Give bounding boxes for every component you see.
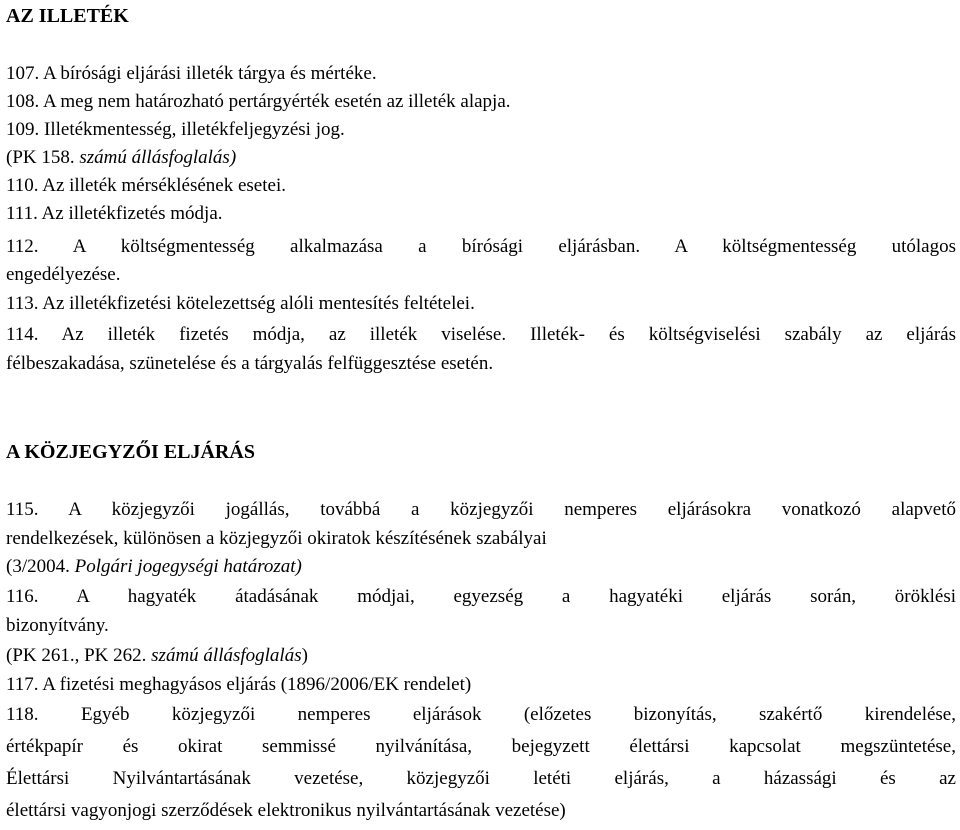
reference-3-2004-italic: Polgári jogegységi határozat): [74, 556, 302, 577]
item-117: 117. A fizetési meghagyásos eljárás (1896/2006/EK rendelet): [6, 674, 472, 695]
reference-pk261-italic: számú állásfoglalás: [151, 645, 302, 666]
item-118-line-1: 118. Egyéb közjegyzői nemperes eljárások (előzetes bizonyítás, szakértő kirendelése,: [6, 704, 956, 725]
item-110: 110. Az illeték mérséklésének esetei.: [6, 175, 286, 196]
item-116-line-2: bizonyítvány.: [6, 615, 109, 636]
reference-pk261-prefix: (PK 261., PK 262.: [6, 645, 152, 666]
item-118-line-4: élettársi vagyonjogi szerződések elektronikus nyilvántartásának vezetése): [6, 800, 566, 821]
item-116-line-1: 116. A hagyaték átadásának módjai, egyezség a hagyatéki eljárás során, öröklési: [6, 586, 956, 607]
item-111: 111. Az illetékfizetés módja.: [6, 203, 223, 224]
item-115-line-1: 115. A közjegyzői jogállás, továbbá a közjegyzői nemperes eljárásokra vonatkozó alapvető: [6, 499, 956, 520]
section-heading-kozjegyzoi: A KÖZJEGYZŐI ELJÁRÁS: [6, 441, 255, 463]
reference-pk158-italic: számú állásfoglalás): [79, 147, 237, 168]
item-114-line-1: 114. Az illeték fizetés módja, az illeték viselése. Illeték- és költségviselési szabály az eljárás: [6, 324, 956, 345]
section-heading-illetek: AZ ILLETÉK: [6, 5, 129, 27]
reference-pk261-suffix: ): [301, 645, 308, 666]
item-109: 109. Illetékmentesség, illetékfeljegyzési jog.: [6, 119, 345, 140]
reference-3-2004: [6, 555, 302, 579]
reference-3-2004-prefix: (3/2004.: [6, 556, 75, 577]
reference-pk158: [6, 146, 236, 170]
reference-pk261: [6, 644, 308, 668]
item-118-line-3: Élettársi Nyilvántartásának vezetése, közjegyzői letéti eljárás, a házassági és az: [6, 768, 956, 789]
item-113: 113. Az illetékfizetési kötelezettség alóli mentesítés feltételei.: [6, 293, 475, 314]
item-114-line-2: félbeszakadása, szünetelése és a tárgyalás felfüggesztése esetén.: [6, 353, 494, 374]
item-112-line-1: 112. A költségmentesség alkalmazása a bírósági eljárásban. A költségmentesség utólagos: [6, 236, 956, 257]
item-108: 108. A meg nem határozható pertárgyérték esetén az illeték alapja.: [6, 91, 511, 112]
item-118-line-2: értékpapír és okirat semmissé nyilvánítása, bejegyzett élettársi kapcsolat megszüntetése,: [6, 736, 956, 757]
item-112-line-2: engedélyezése.: [6, 264, 121, 285]
item-107: 107. A bírósági eljárási illeték tárgya és mértéke.: [6, 63, 377, 84]
reference-pk158-prefix: (PK 158.: [6, 147, 80, 168]
item-115-line-2: rendelkezések, különösen a közjegyzői okiratok készítésének szabályai: [6, 528, 547, 549]
